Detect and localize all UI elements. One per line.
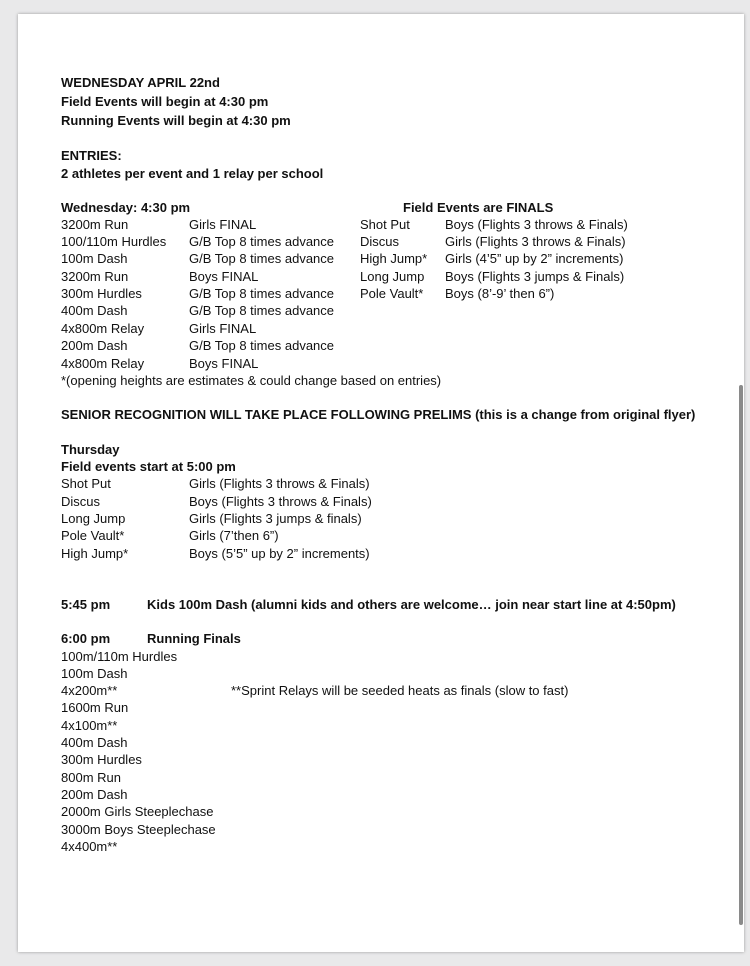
event-detail: G/B Top 8 times advance — [189, 251, 335, 266]
final-event: 4x100m** — [61, 718, 118, 733]
field-event-detail: Girls (4’5” up by 2” increments) — [445, 251, 624, 266]
field-event-detail: Girls (Flights 3 throws & Finals) — [189, 476, 370, 491]
field-event-detail: Girls (Flights 3 jumps & finals) — [189, 511, 362, 526]
final-event: 2000m Girls Steeplechase — [61, 804, 214, 819]
field-event-detail: Girls (7’then 6”) — [189, 528, 279, 543]
event-name: 4x800m Relay — [61, 321, 145, 336]
final-event: 200m Dash — [61, 787, 128, 802]
wednesday-heading: Wednesday: 4:30 pm — [61, 200, 191, 215]
event-name: 300m Hurdles — [61, 286, 142, 301]
event-name: 4x800m Relay — [61, 356, 145, 371]
event-detail: Girls FINAL — [189, 321, 257, 336]
event-detail: Boys FINAL — [189, 269, 259, 284]
event-detail: G/B Top 8 times advance — [189, 338, 335, 353]
running-start-time: Running Events will begin at 4:30 pm — [61, 113, 291, 128]
final-event: 3000m Boys Steeplechase — [61, 822, 216, 837]
opening-heights-note: *(opening heights are estimates & could change based on entries) — [61, 373, 442, 388]
field-event-name: Discus — [61, 494, 101, 509]
field-event-detail: Boys (Flights 3 jumps & Finals) — [445, 269, 625, 284]
field-finals-heading: Field Events are FINALS — [403, 200, 554, 215]
field-event-name: Discus — [360, 234, 400, 249]
final-event: 300m Hurdles — [61, 752, 142, 767]
field-event-name: Long Jump — [360, 269, 425, 284]
field-event-name: Long Jump — [61, 511, 126, 526]
field-event-name: Pole Vault* — [360, 286, 424, 301]
final-event: 100m Dash — [61, 666, 128, 681]
event-detail: Boys FINAL — [189, 356, 259, 371]
thursday-field-start: Field events start at 5:00 pm — [61, 459, 236, 474]
kids-dash-time: 5:45 pm — [61, 597, 111, 612]
field-event-detail: Boys (8’-9’ then 6”) — [445, 286, 555, 301]
event-detail: Girls FINAL — [189, 217, 257, 232]
field-event-name: Shot Put — [61, 476, 111, 491]
finals-title: Running Finals — [147, 631, 241, 646]
entries-text: 2 athletes per event and 1 relay per school — [61, 166, 324, 181]
field-event-name: High Jump* — [61, 546, 129, 561]
field-event-detail: Girls (Flights 3 throws & Finals) — [445, 234, 626, 249]
field-event-name: High Jump* — [360, 251, 428, 266]
field-event-name: Shot Put — [360, 217, 410, 232]
event-name: 100m Dash — [61, 251, 128, 266]
event-detail: G/B Top 8 times advance — [189, 286, 335, 301]
final-event: 400m Dash — [61, 735, 128, 750]
field-event-name: Pole Vault* — [61, 528, 125, 543]
entries-heading: ENTRIES: — [61, 148, 122, 163]
finals-time: 6:00 pm — [61, 631, 111, 646]
event-name: 400m Dash — [61, 303, 128, 318]
field-event-detail: Boys (5’5” up by 2” increments) — [189, 546, 370, 561]
event-name: 200m Dash — [61, 338, 128, 353]
final-event: 4x400m** — [61, 839, 118, 854]
event-name: 100/110m Hurdles — [61, 234, 167, 249]
field-event-detail: Boys (Flights 3 throws & Finals) — [189, 494, 372, 509]
meet-date: WEDNESDAY APRIL 22nd — [61, 75, 220, 90]
final-event: 4x200m** — [61, 683, 118, 698]
event-name: 3200m Run — [61, 269, 129, 284]
event-detail: G/B Top 8 times advance — [189, 303, 335, 318]
senior-recognition-notice: SENIOR RECOGNITION WILL TAKE PLACE FOLLOWING PRELIMS (this is a change from original flyer) — [61, 407, 696, 422]
kids-dash-text: Kids 100m Dash (alumni kids and others are welcome… join near start line at 4:50pm) — [147, 597, 676, 612]
final-event: 1600m Run — [61, 700, 129, 715]
event-detail: G/B Top 8 times advance — [189, 234, 335, 249]
final-event: 800m Run — [61, 770, 121, 785]
sprint-relay-note: **Sprint Relays will be seeded heats as finals (slow to fast) — [231, 683, 569, 698]
scrollbar[interactable] — [739, 385, 743, 925]
thursday-heading: Thursday — [61, 442, 120, 457]
field-event-detail: Boys (Flights 3 throws & Finals) — [445, 217, 628, 232]
field-start-time: Field Events will begin at 4:30 pm — [61, 94, 269, 109]
event-name: 3200m Run — [61, 217, 129, 232]
final-event: 100m/110m Hurdles — [61, 649, 178, 664]
